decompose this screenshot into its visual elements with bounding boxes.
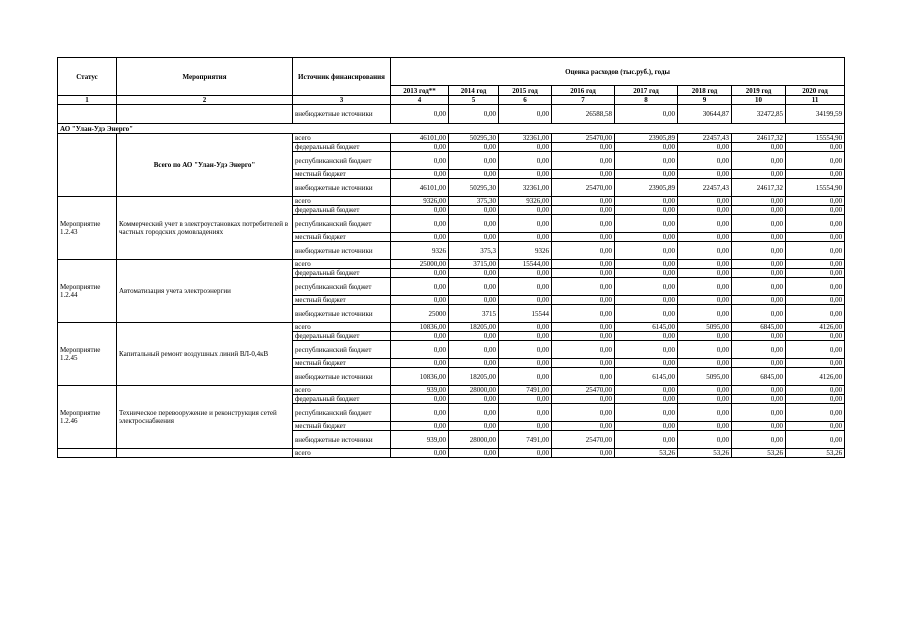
value-cell: 0,00	[732, 242, 786, 260]
value-cell: 0,00	[615, 242, 678, 260]
value-cell: 0,00	[449, 278, 499, 296]
status-cell: Мероприятие 1.2.45	[58, 323, 117, 386]
value-cell: 0,00	[678, 206, 732, 215]
value-cell: 25470,00	[552, 431, 615, 449]
value-cell: 0,00	[786, 359, 845, 368]
header-status: Статус	[58, 58, 117, 96]
value-cell: 0,00	[786, 386, 845, 395]
source-cell: всего	[293, 449, 391, 458]
value-cell: 24617,32	[732, 179, 786, 197]
value-cell: 0,00	[391, 143, 449, 152]
value-cell: 0,00	[615, 305, 678, 323]
value-cell: 0,00	[615, 395, 678, 404]
table-row	[58, 323, 845, 332]
table-row	[58, 386, 845, 395]
value-cell: 0,00	[732, 269, 786, 278]
value-cell: 0,00	[449, 152, 499, 170]
value-cell: 0,00	[552, 242, 615, 260]
value-cell: 0,00	[499, 269, 552, 278]
value-cell: 0,00	[552, 296, 615, 305]
year-header: 2016 год	[552, 86, 615, 96]
value-cell: 0,00	[552, 197, 615, 206]
value-cell: 0,00	[391, 404, 449, 422]
value-cell: 0,00	[499, 359, 552, 368]
value-cell: 0,00	[391, 278, 449, 296]
value-cell: 0,00	[449, 105, 499, 124]
value-cell: 0,00	[678, 296, 732, 305]
source-cell: республиканский бюджет	[293, 404, 391, 422]
value-cell: 0,00	[391, 341, 449, 359]
header-estimate: Оценка расходов (тыс.руб.), годы	[391, 58, 845, 86]
value-cell: 0,00	[552, 233, 615, 242]
value-cell: 0,00	[732, 296, 786, 305]
column-number: 8	[615, 96, 678, 105]
value-cell: 0,00	[786, 422, 845, 431]
value-cell: 0,00	[499, 332, 552, 341]
value-cell: 0,00	[615, 197, 678, 206]
source-cell: местный бюджет	[293, 422, 391, 431]
value-cell: 0,00	[678, 404, 732, 422]
value-cell: 939,00	[391, 431, 449, 449]
header-events: Мероприятия	[117, 58, 293, 96]
year-header: 2013 год**	[391, 86, 449, 96]
value-cell: 0,00	[615, 431, 678, 449]
year-header: 2018 год	[678, 86, 732, 96]
value-cell: 0,00	[678, 233, 732, 242]
column-number: 7	[552, 96, 615, 105]
table-row	[58, 260, 845, 269]
section-row	[58, 124, 845, 134]
value-cell: 0,00	[552, 269, 615, 278]
value-cell: 0,00	[449, 341, 499, 359]
value-cell: 9326,00	[391, 197, 449, 206]
value-cell: 7491,00	[499, 431, 552, 449]
value-cell: 32361,00	[499, 134, 552, 143]
value-cell: 0,00	[449, 143, 499, 152]
value-cell: 53,26	[615, 449, 678, 458]
source-cell: республиканский бюджет	[293, 215, 391, 233]
value-cell: 0,00	[732, 332, 786, 341]
value-cell: 3715,00	[449, 260, 499, 269]
value-cell: 0,00	[678, 242, 732, 260]
value-cell: 0,00	[678, 422, 732, 431]
value-cell: 0,00	[391, 422, 449, 431]
value-cell: 0,00	[552, 359, 615, 368]
value-cell: 0,00	[732, 431, 786, 449]
value-cell: 0,00	[786, 404, 845, 422]
budget-table	[57, 57, 845, 458]
value-cell: 0,00	[552, 404, 615, 422]
value-cell: 0,00	[615, 386, 678, 395]
source-cell: всего	[293, 197, 391, 206]
value-cell: 0,00	[499, 395, 552, 404]
year-header: 2017 год	[615, 86, 678, 96]
value-cell: 0,00	[732, 341, 786, 359]
year-header: 2014 год	[449, 86, 499, 96]
source-cell: республиканский бюджет	[293, 278, 391, 296]
value-cell: 0,00	[449, 449, 499, 458]
value-cell: 0,00	[499, 368, 552, 386]
value-cell: 0,00	[732, 197, 786, 206]
value-cell: 0,00	[499, 152, 552, 170]
value-cell: 0,00	[449, 215, 499, 233]
event-cell	[117, 105, 293, 124]
value-cell: 6845,00	[732, 323, 786, 332]
value-cell: 0,00	[499, 404, 552, 422]
value-cell: 0,00	[552, 323, 615, 332]
value-cell: 0,00	[615, 215, 678, 233]
year-header: 2020 год	[786, 86, 845, 96]
value-cell: 0,00	[732, 233, 786, 242]
value-cell: 25000,00	[391, 260, 449, 269]
value-cell: 6145,00	[615, 368, 678, 386]
value-cell: 0,00	[678, 386, 732, 395]
value-cell: 0,00	[786, 260, 845, 269]
source-cell: федеральный бюджет	[293, 332, 391, 341]
value-cell: 0,00	[615, 269, 678, 278]
value-cell: 0,00	[678, 278, 732, 296]
value-cell: 0,00	[615, 278, 678, 296]
table-row	[58, 105, 845, 124]
section-title: АО "Улан-Удэ Энерго"	[58, 124, 845, 134]
value-cell: 0,00	[391, 332, 449, 341]
value-cell: 0,00	[786, 278, 845, 296]
value-cell: 0,00	[615, 359, 678, 368]
value-cell: 25470,00	[552, 386, 615, 395]
value-cell: 0,00	[786, 143, 845, 152]
value-cell: 0,00	[499, 170, 552, 179]
status-cell	[58, 105, 117, 124]
value-cell: 0,00	[499, 422, 552, 431]
value-cell: 0,00	[732, 422, 786, 431]
source-cell: внебюджетные источники	[293, 431, 391, 449]
column-number: 10	[732, 96, 786, 105]
value-cell: 25470,00	[552, 179, 615, 197]
value-cell: 0,00	[449, 332, 499, 341]
source-cell: всего	[293, 134, 391, 143]
value-cell: 6145,00	[615, 323, 678, 332]
event-cell: Автоматизация учета электроэнергии	[117, 260, 293, 323]
value-cell: 0,00	[615, 170, 678, 179]
source-cell: внебюджетные источники	[293, 105, 391, 124]
value-cell: 0,00	[499, 143, 552, 152]
value-cell: 0,00	[552, 368, 615, 386]
value-cell: 0,00	[552, 206, 615, 215]
value-cell: 0,00	[678, 197, 732, 206]
value-cell: 53,26	[786, 449, 845, 458]
status-cell: Мероприятие 1.2.46	[58, 386, 117, 449]
event-cell: Техническое перевооружение и реконструкция сетей электроснабжения	[117, 386, 293, 449]
value-cell: 0,00	[786, 170, 845, 179]
column-number: 2	[117, 96, 293, 105]
value-cell: 50295,30	[449, 134, 499, 143]
value-cell: 0,00	[552, 422, 615, 431]
column-number: 5	[449, 96, 499, 105]
value-cell: 0,00	[552, 395, 615, 404]
source-cell: местный бюджет	[293, 359, 391, 368]
value-cell: 0,00	[678, 215, 732, 233]
value-cell: 18205,00	[449, 368, 499, 386]
value-cell: 0,00	[615, 341, 678, 359]
value-cell: 0,00	[552, 305, 615, 323]
value-cell: 0,00	[391, 206, 449, 215]
source-cell: всего	[293, 260, 391, 269]
source-cell: местный бюджет	[293, 296, 391, 305]
value-cell: 0,00	[552, 215, 615, 233]
value-cell: 0,00	[499, 215, 552, 233]
value-cell: 15554,90	[786, 134, 845, 143]
value-cell: 32472,85	[732, 105, 786, 124]
value-cell: 0,00	[615, 404, 678, 422]
value-cell: 25000	[391, 305, 449, 323]
column-number: 3	[293, 96, 391, 105]
value-cell: 0,00	[732, 359, 786, 368]
value-cell: 9326,00	[499, 197, 552, 206]
value-cell: 0,00	[732, 152, 786, 170]
value-cell: 939,00	[391, 386, 449, 395]
value-cell: 24617,32	[732, 134, 786, 143]
value-cell: 0,00	[786, 242, 845, 260]
value-cell: 0,00	[449, 359, 499, 368]
value-cell: 0,00	[786, 431, 845, 449]
value-cell: 10836,00	[391, 323, 449, 332]
value-cell: 0,00	[678, 359, 732, 368]
source-cell: республиканский бюджет	[293, 341, 391, 359]
value-cell: 0,00	[678, 269, 732, 278]
value-cell: 0,00	[615, 105, 678, 124]
value-cell: 0,00	[615, 206, 678, 215]
value-cell: 0,00	[499, 105, 552, 124]
value-cell: 22457,43	[678, 134, 732, 143]
value-cell: 0,00	[449, 422, 499, 431]
status-cell: Мероприятие 1.2.44	[58, 260, 117, 323]
value-cell: 0,00	[786, 332, 845, 341]
value-cell: 5095,00	[678, 323, 732, 332]
value-cell: 0,00	[391, 359, 449, 368]
value-cell: 0,00	[499, 206, 552, 215]
year-header: 2019 год	[732, 86, 786, 96]
value-cell: 0,00	[732, 260, 786, 269]
value-cell: 6845,00	[732, 368, 786, 386]
value-cell: 0,00	[552, 143, 615, 152]
status-cell	[58, 449, 117, 458]
value-cell: 0,00	[391, 269, 449, 278]
value-cell: 0,00	[449, 269, 499, 278]
value-cell: 0,00	[732, 215, 786, 233]
value-cell: 0,00	[615, 143, 678, 152]
value-cell: 28000,00	[449, 386, 499, 395]
value-cell: 26588,58	[552, 105, 615, 124]
value-cell: 0,00	[732, 386, 786, 395]
value-cell: 28000,00	[449, 431, 499, 449]
source-cell: местный бюджет	[293, 170, 391, 179]
value-cell: 0,00	[786, 197, 845, 206]
table-row	[58, 197, 845, 206]
source-cell: федеральный бюджет	[293, 395, 391, 404]
value-cell: 0,00	[499, 233, 552, 242]
event-cell	[117, 449, 293, 458]
value-cell: 0,00	[732, 206, 786, 215]
header-source: Источник финансирования	[293, 58, 391, 96]
value-cell: 0,00	[391, 152, 449, 170]
value-cell: 50295,30	[449, 179, 499, 197]
value-cell: 0,00	[615, 332, 678, 341]
value-cell: 4126,00	[786, 323, 845, 332]
value-cell: 0,00	[552, 170, 615, 179]
table-row	[58, 134, 845, 143]
value-cell: 0,00	[678, 431, 732, 449]
value-cell: 0,00	[499, 323, 552, 332]
value-cell: 0,00	[732, 170, 786, 179]
value-cell: 0,00	[552, 278, 615, 296]
value-cell: 23905,89	[615, 179, 678, 197]
year-header: 2015 год	[499, 86, 552, 96]
column-number: 4	[391, 96, 449, 105]
column-number: 6	[499, 96, 552, 105]
value-cell: 0,00	[391, 170, 449, 179]
value-cell: 3715	[449, 305, 499, 323]
value-cell: 0,00	[615, 422, 678, 431]
value-cell: 0,00	[552, 449, 615, 458]
value-cell: 0,00	[552, 332, 615, 341]
value-cell: 0,00	[615, 260, 678, 269]
value-cell: 32361,00	[499, 179, 552, 197]
value-cell: 0,00	[449, 395, 499, 404]
value-cell: 18205,00	[449, 323, 499, 332]
value-cell: 0,00	[391, 296, 449, 305]
value-cell: 22457,43	[678, 179, 732, 197]
value-cell: 0,00	[449, 233, 499, 242]
value-cell: 0,00	[786, 206, 845, 215]
value-cell: 34199,59	[786, 105, 845, 124]
column-number: 9	[678, 96, 732, 105]
value-cell: 0,00	[786, 233, 845, 242]
source-cell: федеральный бюджет	[293, 269, 391, 278]
value-cell: 46101,00	[391, 134, 449, 143]
budget-table-page	[57, 57, 844, 458]
value-cell: 0,00	[678, 305, 732, 323]
source-cell: внебюджетные источники	[293, 305, 391, 323]
value-cell: 0,00	[678, 260, 732, 269]
value-cell: 0,00	[449, 404, 499, 422]
value-cell: 0,00	[786, 395, 845, 404]
value-cell: 0,00	[391, 449, 449, 458]
value-cell: 375,30	[449, 197, 499, 206]
value-cell: 0,00	[449, 206, 499, 215]
status-cell	[58, 134, 117, 197]
table-row	[58, 449, 845, 458]
value-cell: 9326	[391, 242, 449, 260]
value-cell: 0,00	[615, 152, 678, 170]
value-cell: 25470,00	[552, 134, 615, 143]
value-cell: 0,00	[678, 341, 732, 359]
value-cell: 0,00	[732, 278, 786, 296]
status-cell: Мероприятие 1.2.43	[58, 197, 117, 260]
value-cell: 53,26	[678, 449, 732, 458]
source-cell: внебюджетные источники	[293, 242, 391, 260]
source-cell: всего	[293, 323, 391, 332]
source-cell: местный бюджет	[293, 233, 391, 242]
column-number: 11	[786, 96, 845, 105]
value-cell: 0,00	[732, 395, 786, 404]
source-cell: республиканский бюджет	[293, 152, 391, 170]
value-cell: 0,00	[786, 269, 845, 278]
value-cell: 9326	[499, 242, 552, 260]
value-cell: 0,00	[732, 143, 786, 152]
value-cell: 0,00	[732, 404, 786, 422]
value-cell: 46101,00	[391, 179, 449, 197]
value-cell: 0,00	[391, 233, 449, 242]
value-cell: 30644,87	[678, 105, 732, 124]
value-cell: 15554,90	[786, 179, 845, 197]
source-cell: всего	[293, 386, 391, 395]
value-cell: 10836,00	[391, 368, 449, 386]
value-cell: 15544	[499, 305, 552, 323]
value-cell: 0,00	[391, 105, 449, 124]
value-cell: 0,00	[499, 341, 552, 359]
source-cell: федеральный бюджет	[293, 143, 391, 152]
source-cell: внебюджетные источники	[293, 368, 391, 386]
value-cell: 0,00	[391, 395, 449, 404]
value-cell: 0,00	[552, 260, 615, 269]
value-cell: 0,00	[449, 170, 499, 179]
value-cell: 53,26	[732, 449, 786, 458]
value-cell: 23905,89	[615, 134, 678, 143]
value-cell: 0,00	[678, 152, 732, 170]
source-cell: федеральный бюджет	[293, 206, 391, 215]
event-cell: Всего по АО "Улан-Удэ Энерго"	[117, 134, 293, 197]
value-cell: 0,00	[552, 152, 615, 170]
value-cell: 0,00	[786, 215, 845, 233]
value-cell: 0,00	[786, 341, 845, 359]
value-cell: 0,00	[552, 341, 615, 359]
value-cell: 7491,00	[499, 386, 552, 395]
value-cell: 0,00	[678, 143, 732, 152]
value-cell: 0,00	[499, 449, 552, 458]
value-cell: 0,00	[678, 170, 732, 179]
value-cell: 15544,00	[499, 260, 552, 269]
value-cell: 0,00	[786, 305, 845, 323]
event-cell: Коммерческий учет в электроустановках потребителей в частных городских домовладениях	[117, 197, 293, 260]
value-cell: 0,00	[391, 215, 449, 233]
value-cell: 0,00	[786, 296, 845, 305]
value-cell: 375,3	[449, 242, 499, 260]
value-cell: 0,00	[786, 152, 845, 170]
value-cell: 5095,00	[678, 368, 732, 386]
source-cell: внебюджетные источники	[293, 179, 391, 197]
column-number: 1	[58, 96, 117, 105]
event-cell: Капитальный ремонт воздушных линий ВЛ-0,4кВ	[117, 323, 293, 386]
value-cell: 0,00	[499, 296, 552, 305]
value-cell: 0,00	[732, 305, 786, 323]
value-cell: 0,00	[615, 296, 678, 305]
value-cell: 0,00	[678, 395, 732, 404]
value-cell: 0,00	[615, 233, 678, 242]
value-cell: 0,00	[678, 332, 732, 341]
value-cell: 4126,00	[786, 368, 845, 386]
value-cell: 0,00	[449, 296, 499, 305]
value-cell: 0,00	[499, 278, 552, 296]
